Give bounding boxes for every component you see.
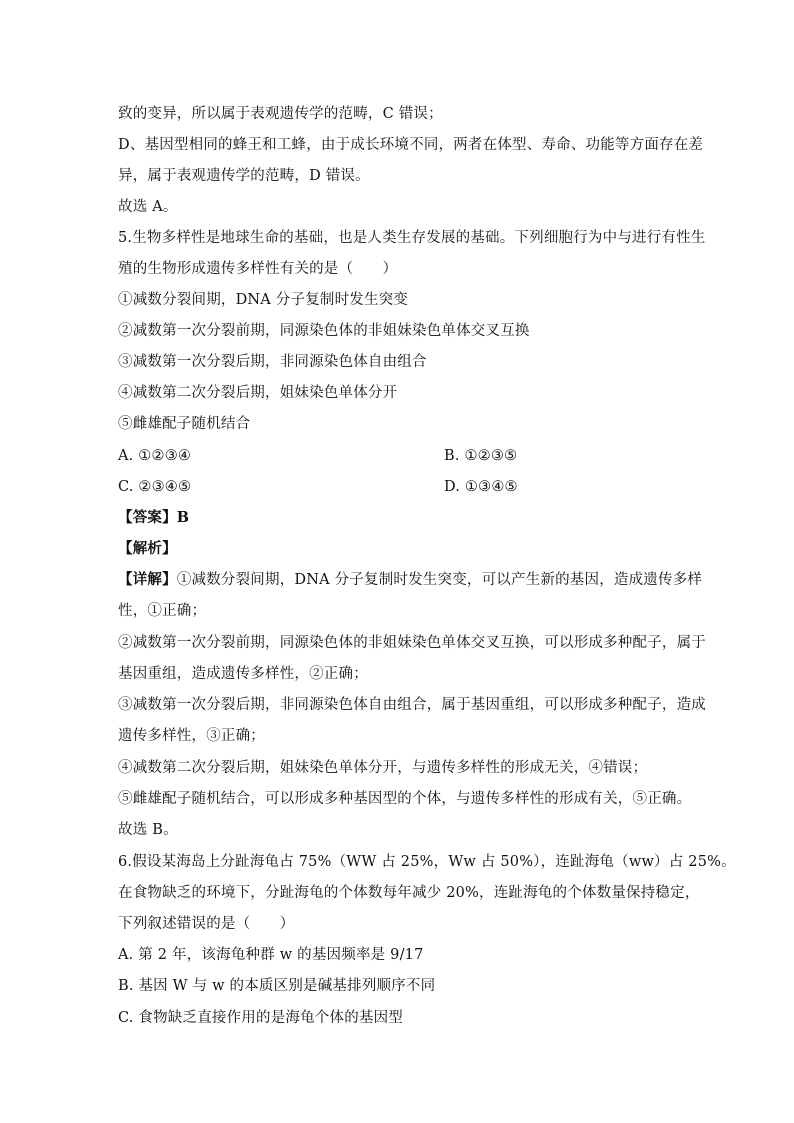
text-line: 故选 A。 [118,199,178,215]
detail-line: ②减数第一次分裂前期，同源染色体的非姐妹染色单体交叉互换，可以形成多种配子，属于 [118,635,706,651]
detail-line: ④减数第二次分裂后期，姐妹染色单体分开，与遗传多样性的形成无关，④错误； [118,760,648,776]
detail-line [118,570,702,590]
option-b: B. ①②③⑤ [444,448,518,464]
text-line: D、基因型相同的蜂王和工蜂，由于成长环境不同，两者在体型、寿命、功能等方面存在差 [118,137,704,153]
question-5-item: ⑤雌雄配子随机结合 [118,416,251,432]
question-6-stem: 6.假设某海岛上分趾海龟占 75%（WW 占 25%，Ww 占 50%），连趾海龟（ww）占 25%。 [118,854,736,870]
detail-line: 遗传多样性，③正确； [118,728,265,744]
text-line: 致的变异，所以属于表观遗传学的范畴，C 错误； [118,106,443,122]
q6-option-a: A. 第 2 年，该海龟种群 w 的基因频率是 9/17 [118,947,424,963]
detail-label: 【详解】 [118,571,177,588]
answer-label: 【答案】B [118,509,190,526]
question-5-item: ①减数分裂间期，DNA 分子复制时发生突变 [118,292,409,308]
text-line: 异，属于表观遗传学的范畴，D 错误。 [118,168,370,184]
option-d: D. ①③④⑤ [444,479,518,495]
option-a: A. ①②③④ [118,448,192,464]
question-6-stem: 下列叙述错误的是（ ） [118,916,295,932]
question-5-item: ②减数第一次分裂前期，同源染色体的非姐妹染色单体交叉互换 [118,323,530,339]
detail-line: 性，①正确； [118,603,207,619]
question-5-item: ④减数第二次分裂后期，姐妹染色单体分开 [118,385,398,401]
question-6-stem: 在食物缺乏的环境下，分趾海龟的个体数每年减少 20%，连趾海龟的个体数量保持稳定， [118,885,700,901]
q6-option-c: C. 食物缺乏直接作用的是海龟个体的基因型 [118,1010,403,1026]
question-5-stem: 殖的生物形成遗传多样性有关的是（ ） [118,261,398,277]
q6-option-b: B. 基因 W 与 w 的本质区别是碱基排列顺序不同 [118,978,436,994]
question-5-stem: 5.生物多样性是地球生命的基础，也是人类生存发展的基础。下列细胞行为中与进行有性生 [118,230,706,246]
question-5-item: ③减数第一次分裂后期，非同源染色体自由组合 [118,354,427,370]
detail-line: ⑤雌雄配子随机结合，可以形成多种基因型的个体，与遗传多样性的形成有关，⑤正确。 [118,791,692,807]
analysis-label: 【解析】 [118,540,177,557]
detail-line: 基因重组，造成遗传多样性，②正确； [118,666,368,682]
conclusion-line: 故选 B。 [118,822,178,838]
option-c: C. ②③④⑤ [118,479,192,495]
detail-line: ③减数第一次分裂后期，非同源染色体自由组合，属于基因重组，可以形成多种配子，造成 [118,697,706,713]
detail-text: ①减数分裂间期，DNA 分子复制时发生突变，可以产生新的基因，造成遗传多样 [176,572,703,588]
